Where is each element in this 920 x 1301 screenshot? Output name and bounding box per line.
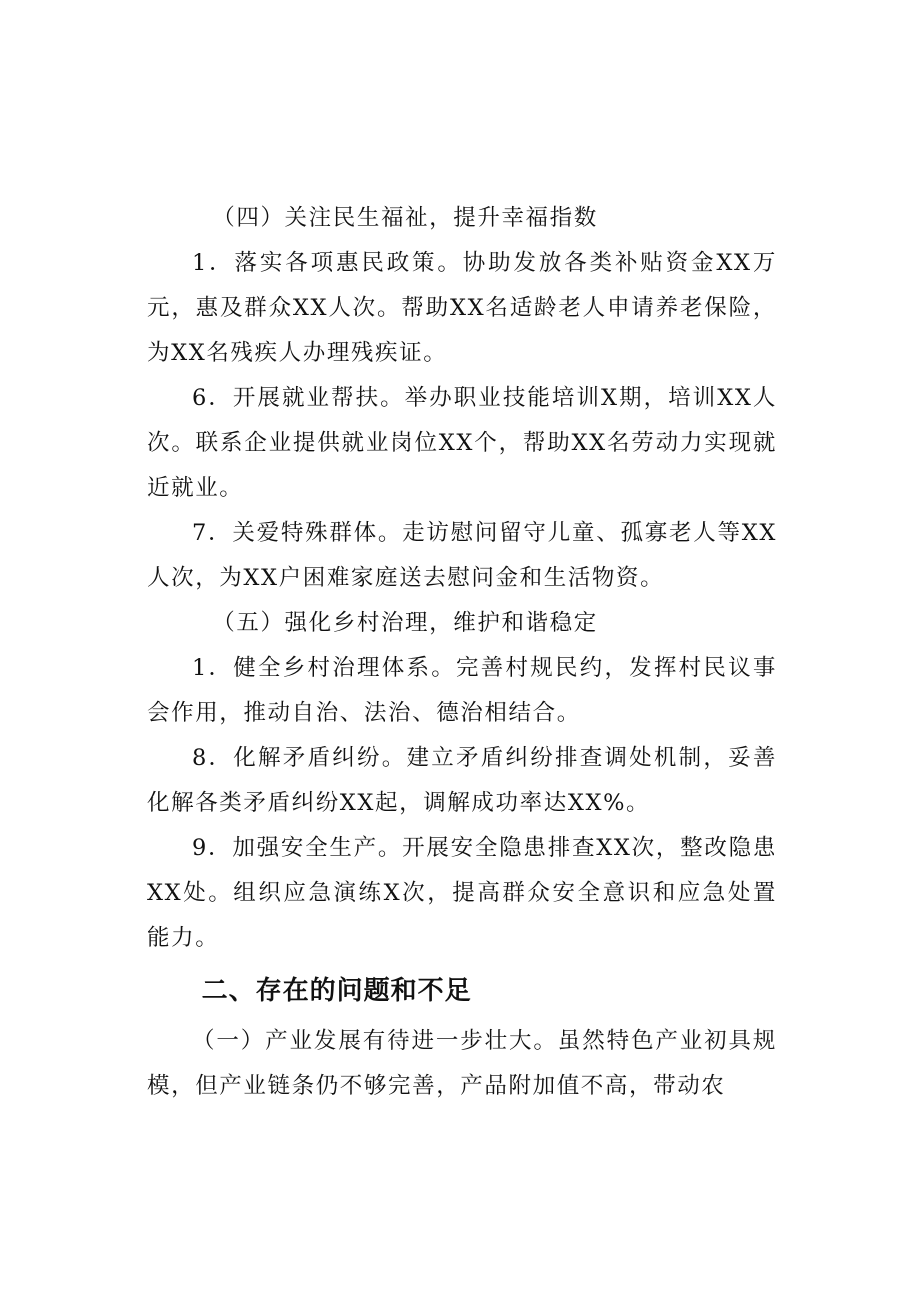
list-item-disputes: 8．化解矛盾纠纷。建立矛盾纠纷排查调处机制，妥善化解各类矛盾纠纷XX起，调解成功率达XX%。 — [147, 745, 777, 816]
section-heading-problems: 二、存在的问题和不足 — [201, 976, 472, 1006]
list-item-safety: 9．加强安全生产。开展安全隐患排查XX次，整改隐患XX处。组织应急演练X次，提高群众安全意识和应急处置能力。 — [147, 835, 777, 951]
problem-paragraph-industry: （一）产业发展有待进一步壮大。虽然特色产业初具规模，但产业链条仍不够完善，产品附加值不高，带动农 — [147, 1028, 777, 1099]
list-item-special-groups: 7．关爱特殊群体。走访慰问留守儿童、孤寡老人等XX人次，为XX户困难家庭送去慰问金和生活物资。 — [147, 520, 777, 591]
list-item-employment: 6．开展就业帮扶。举办职业技能培训X期，培训XX人次。联系企业提供就业岗位XX个，帮助XX名劳动力实现就近就业。 — [147, 385, 777, 501]
document-body — [147, 196, 777, 1109]
subsection-heading-four: （四）关注民生福祉，提升幸福指数 — [212, 205, 598, 231]
subsection-heading-five: （五）强化乡村治理，维护和谐稳定 — [212, 610, 598, 636]
list-item-governance: 1．健全乡村治理体系。完善村规民约，发挥村民议事会作用，推动自治、法治、德治相结合。 — [147, 655, 777, 726]
list-item-policy: 1．落实各项惠民政策。协助发放各类补贴资金XX万元，惠及群众XX人次。帮助XX名适龄老人申请养老保险，为XX名残疾人办理残疾证。 — [147, 250, 777, 366]
